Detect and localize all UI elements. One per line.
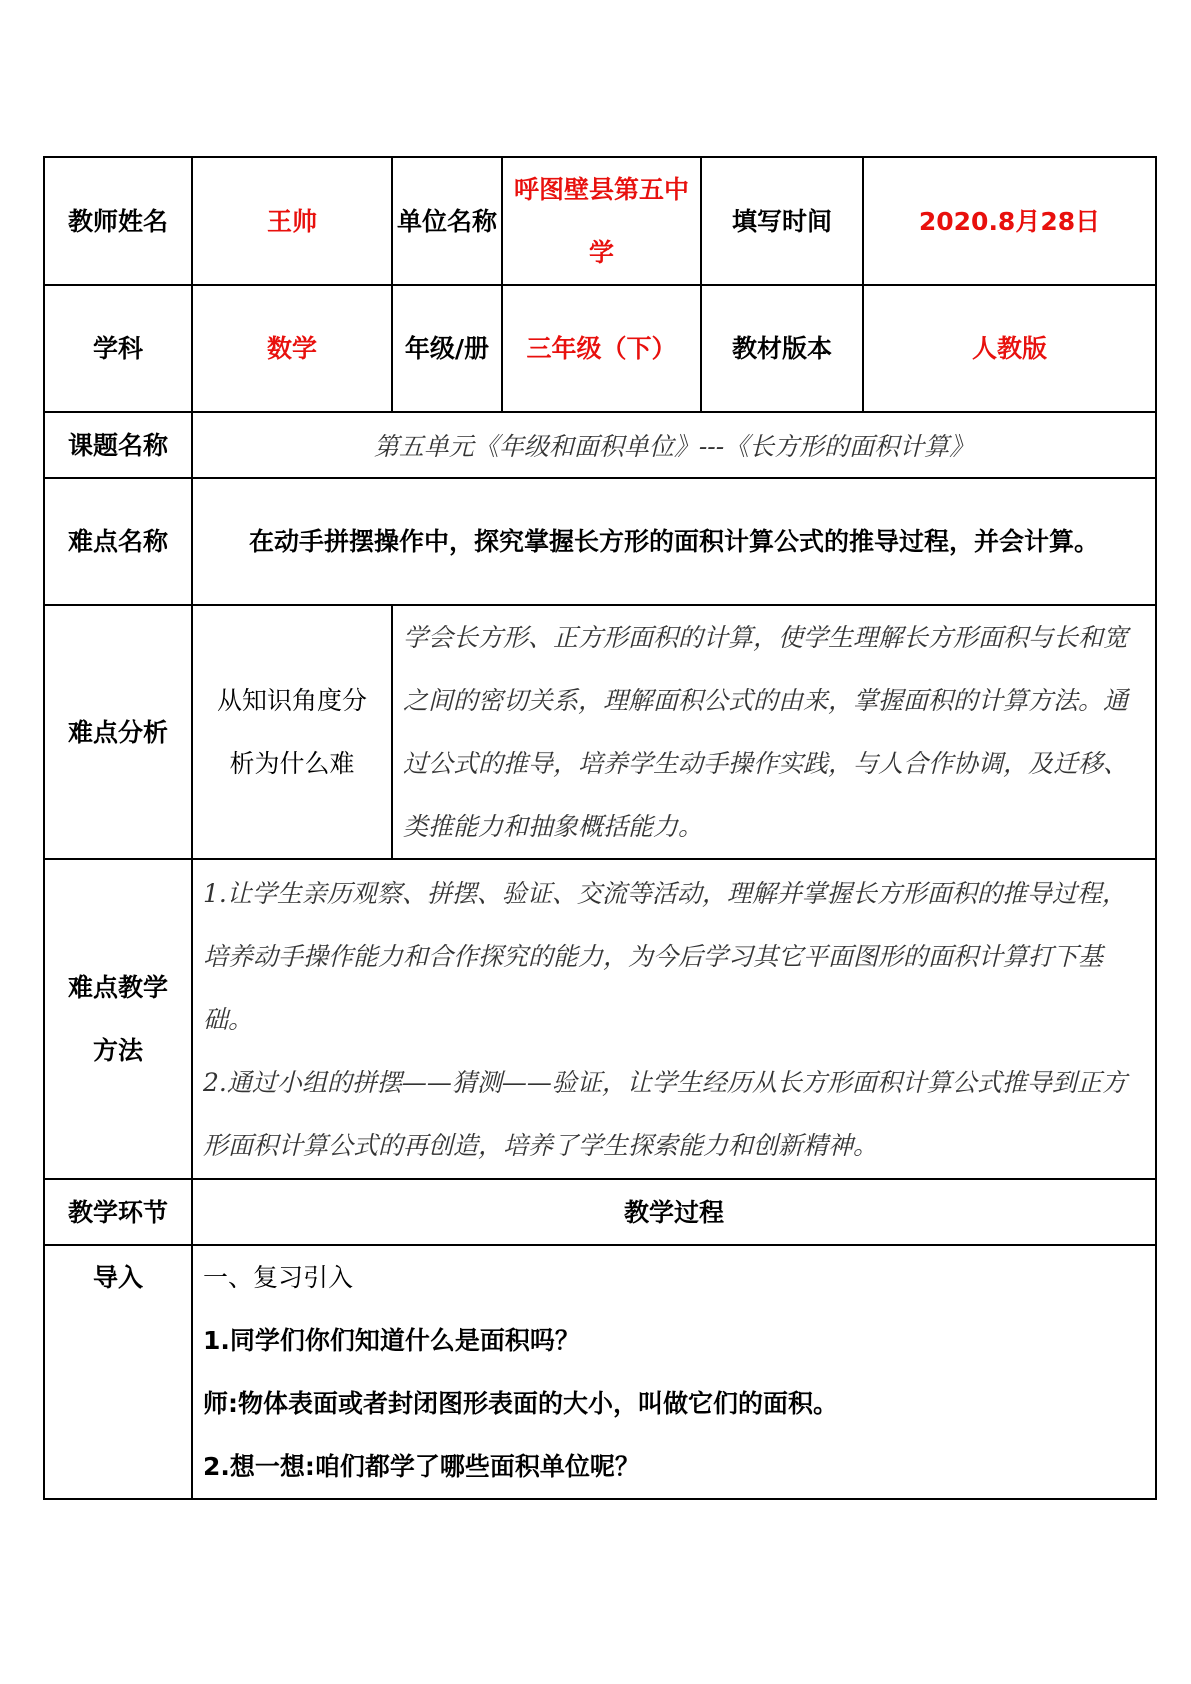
method-item-1: 1.让学生亲历观察、拼摆、验证、交流等活动，理解并掌握长方形面积的推导过程，培养动手操作能力和合作探究的能力，为今后学习其它平面图形的面积计算打下基础。	[203, 878, 1127, 1034]
topic-label: 课题名称	[44, 412, 192, 478]
process-header: 教学过程	[192, 1179, 1156, 1245]
teacher-label: 教师姓名	[44, 157, 192, 285]
table-row	[44, 859, 1156, 1179]
table-row	[44, 1245, 1156, 1499]
table-row	[44, 478, 1156, 605]
stage-intro: 导入	[44, 1245, 192, 1499]
method-cell	[192, 859, 1156, 1179]
process-line-1: 一、复习引入	[203, 1263, 354, 1292]
unit-label: 单位名称	[392, 157, 502, 285]
unit-value: 呼图壁县第五中学	[502, 157, 701, 285]
method-label: 难点教学方法	[44, 859, 192, 1179]
analysis-label: 难点分析	[44, 605, 192, 859]
analysis-value: 学会长方形、正方形面积的计算，使学生理解长方形面积与长和宽之间的密切关系，理解面积公式的由来，掌握面积的计算方法。通过公式的推导，培养学生动手操作实践，与人合作协调，及迁移、类推能力和抽象概括能力。	[392, 605, 1156, 859]
edition-label: 教材版本	[701, 285, 863, 412]
date-value: 2020.8月28日	[863, 157, 1156, 285]
date-label: 填写时间	[701, 157, 863, 285]
process-cell	[192, 1245, 1156, 1499]
difficulty-label: 难点名称	[44, 478, 192, 605]
method-item-2: 2.通过小组的拼摆——猜测——验证，让学生经历从长方形面积计算公式推导到正方形面积计算公式的再创造，培养了学生探索能力和创新精神。	[203, 1067, 1127, 1160]
topic-value: 第五单元《年级和面积单位》---《长方形的面积计算》	[192, 412, 1156, 478]
teacher-value: 王帅	[192, 157, 392, 285]
process-line-4: 2.想一想:咱们都学了哪些面积单位呢？	[203, 1452, 640, 1481]
difficulty-value: 在动手拼摆操作中，探究掌握长方形的面积计算公式的推导过程，并会计算。	[192, 478, 1156, 605]
subject-value: 数学	[192, 285, 392, 412]
process-line-2: 1.同学们你们知道什么是面积吗？	[203, 1326, 580, 1355]
table-row	[44, 1179, 1156, 1245]
table-row	[44, 285, 1156, 412]
table-row	[44, 157, 1156, 285]
analysis-sublabel: 从知识角度分析为什么难	[192, 605, 392, 859]
stage-header: 教学环节	[44, 1179, 192, 1245]
lesson-plan-table	[43, 156, 1157, 1500]
lesson-plan-page	[43, 156, 1155, 1500]
edition-value: 人教版	[863, 285, 1156, 412]
process-line-3: 师:物体表面或者封闭图形表面的大小，叫做它们的面积。	[203, 1389, 838, 1418]
subject-label: 学科	[44, 285, 192, 412]
grade-value: 三年级（下）	[502, 285, 701, 412]
table-row	[44, 412, 1156, 478]
table-row	[44, 605, 1156, 859]
grade-label: 年级/册	[392, 285, 502, 412]
